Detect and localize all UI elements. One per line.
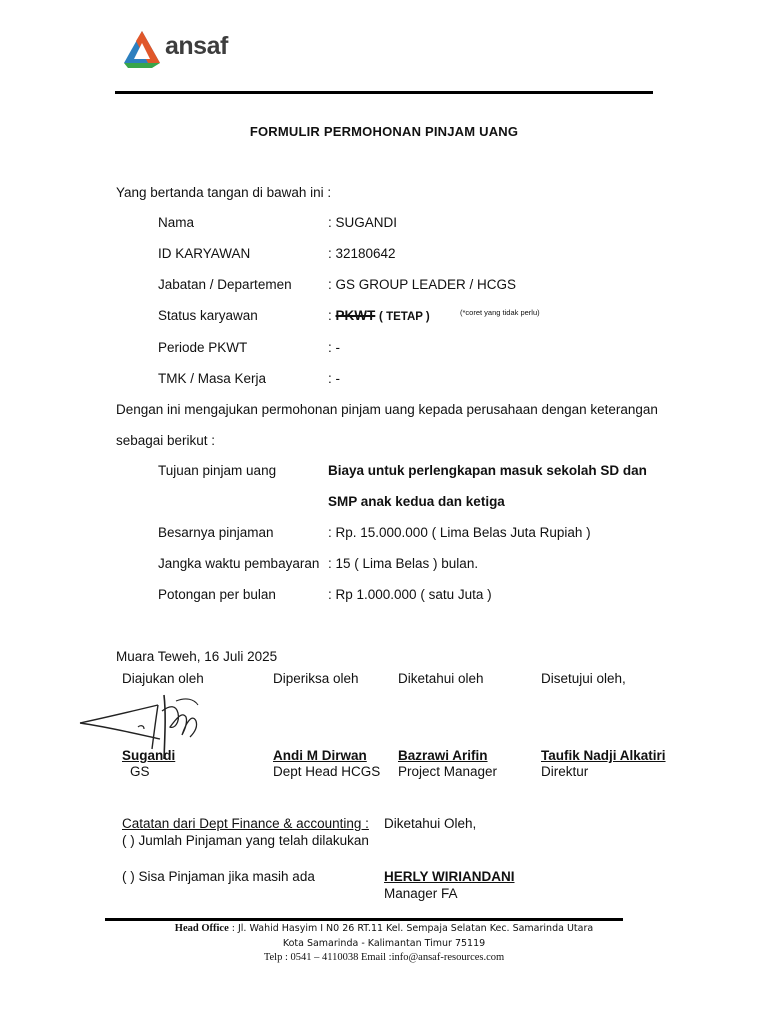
field-label-nama: Nama bbox=[158, 215, 195, 230]
field-value-status bbox=[328, 308, 430, 323]
footer-divider bbox=[105, 918, 623, 921]
finance-ack-name: HERLY WIRIANDANI bbox=[384, 869, 515, 884]
signatory-name-1: Sugandi bbox=[122, 748, 176, 763]
field-value-tmk: : - bbox=[328, 371, 340, 386]
finance-item-2: ( ) Sisa Pinjaman jika masih ada bbox=[122, 869, 315, 884]
signatory-name-3: Bazrawi Arifin bbox=[398, 748, 488, 763]
signatory-role-4: Disetujui oleh, bbox=[541, 671, 626, 686]
header-divider bbox=[115, 91, 653, 94]
signatory-position-3: Project Manager bbox=[398, 764, 498, 779]
status-colon: : bbox=[328, 308, 332, 323]
loan-purpose-label: Tujuan pinjam uang bbox=[158, 463, 277, 478]
finance-item-1: ( ) Jumlah Pinjaman yang telah dilakukan bbox=[122, 833, 369, 848]
field-value-id: : 32180642 bbox=[328, 246, 396, 261]
ansaf-logo-icon bbox=[122, 29, 162, 69]
field-value-nama: : SUGANDI bbox=[328, 215, 398, 230]
loan-deduction-label: Potongan per bulan bbox=[158, 587, 276, 602]
loan-term-value: : 15 ( Lima Belas ) bulan. bbox=[328, 556, 479, 571]
footer-address-text: : Jl. Wahid Hasyim I N0 26 RT.11 Kel. Sempaja Selatan Kec. Samarinda Utara bbox=[228, 923, 594, 934]
signatory-position-4: Direktur bbox=[541, 764, 589, 779]
status-selected-option: ( TETAP ) bbox=[379, 311, 430, 323]
footer-address-line-2: Kota Samarinda - Kalimantan Timur 75119 bbox=[282, 938, 486, 949]
field-label-tmk: TMK / Masa Kerja bbox=[158, 371, 267, 386]
field-label-id: ID KARYAWAN bbox=[158, 246, 251, 261]
finance-ack-position: Manager FA bbox=[384, 886, 458, 901]
footer-contact: Telp : 0541 – 4110038 Email :info@ansaf-resources.com bbox=[263, 952, 505, 963]
place-date: Muara Teweh, 16 Juli 2025 bbox=[116, 649, 278, 664]
intro-text: Yang bertanda tangan di bawah ini : bbox=[116, 185, 332, 200]
loan-purpose-line-1: Biaya untuk perlengkapan masuk sekolah SD dan bbox=[328, 463, 647, 478]
finance-heading: Catatan dari Dept Finance & accounting : bbox=[122, 816, 369, 831]
loan-deduction-value: : Rp 1.000.000 ( satu Juta ) bbox=[328, 587, 492, 602]
status-struck-option: PKWT bbox=[335, 308, 376, 323]
statement-line-1: Dengan ini mengajukan permohonan pinjam uang kepada perusahaan dengan keterangan bbox=[116, 402, 658, 417]
form-title: FORMULIR PERMOHONAN PINJAM UANG bbox=[249, 124, 519, 139]
signatory-role-3: Diketahui oleh bbox=[398, 671, 484, 686]
signatory-role-2: Diperiksa oleh bbox=[273, 671, 359, 686]
loan-amount-value: : Rp. 15.000.000 ( Lima Belas Juta Rupiah ) bbox=[328, 525, 591, 540]
signatory-name-2: Andi M Dirwan bbox=[273, 748, 367, 763]
loan-purpose-line-2: SMP anak kedua dan ketiga bbox=[328, 494, 505, 509]
footer-address-line-1 bbox=[0, 923, 768, 934]
field-label-periode: Periode PKWT bbox=[158, 340, 248, 355]
status-note: (*coret yang tidak perlu) bbox=[460, 308, 540, 317]
finance-ack-label: Diketahui Oleh, bbox=[384, 816, 477, 831]
signatory-position-1: GS bbox=[130, 764, 150, 779]
signatory-role-1: Diajukan oleh bbox=[122, 671, 204, 686]
logo-text: ansaf bbox=[165, 32, 228, 60]
field-value-jabatan: : GS GROUP LEADER / HCGS bbox=[328, 277, 517, 292]
signatory-position-2: Dept Head HCGS bbox=[273, 764, 381, 779]
signatory-name-4: Taufik Nadji Alkatiri bbox=[541, 748, 666, 763]
field-value-periode: : - bbox=[328, 340, 340, 355]
loan-amount-label: Besarnya pinjaman bbox=[158, 525, 274, 540]
field-label-status: Status karyawan bbox=[158, 308, 258, 323]
footer-head-office-label: Head Office bbox=[174, 923, 229, 934]
field-label-jabatan: Jabatan / Departemen bbox=[158, 277, 292, 292]
loan-term-label: Jangka waktu pembayaran bbox=[158, 556, 320, 571]
statement-line-2: sebagai berikut : bbox=[116, 433, 216, 448]
